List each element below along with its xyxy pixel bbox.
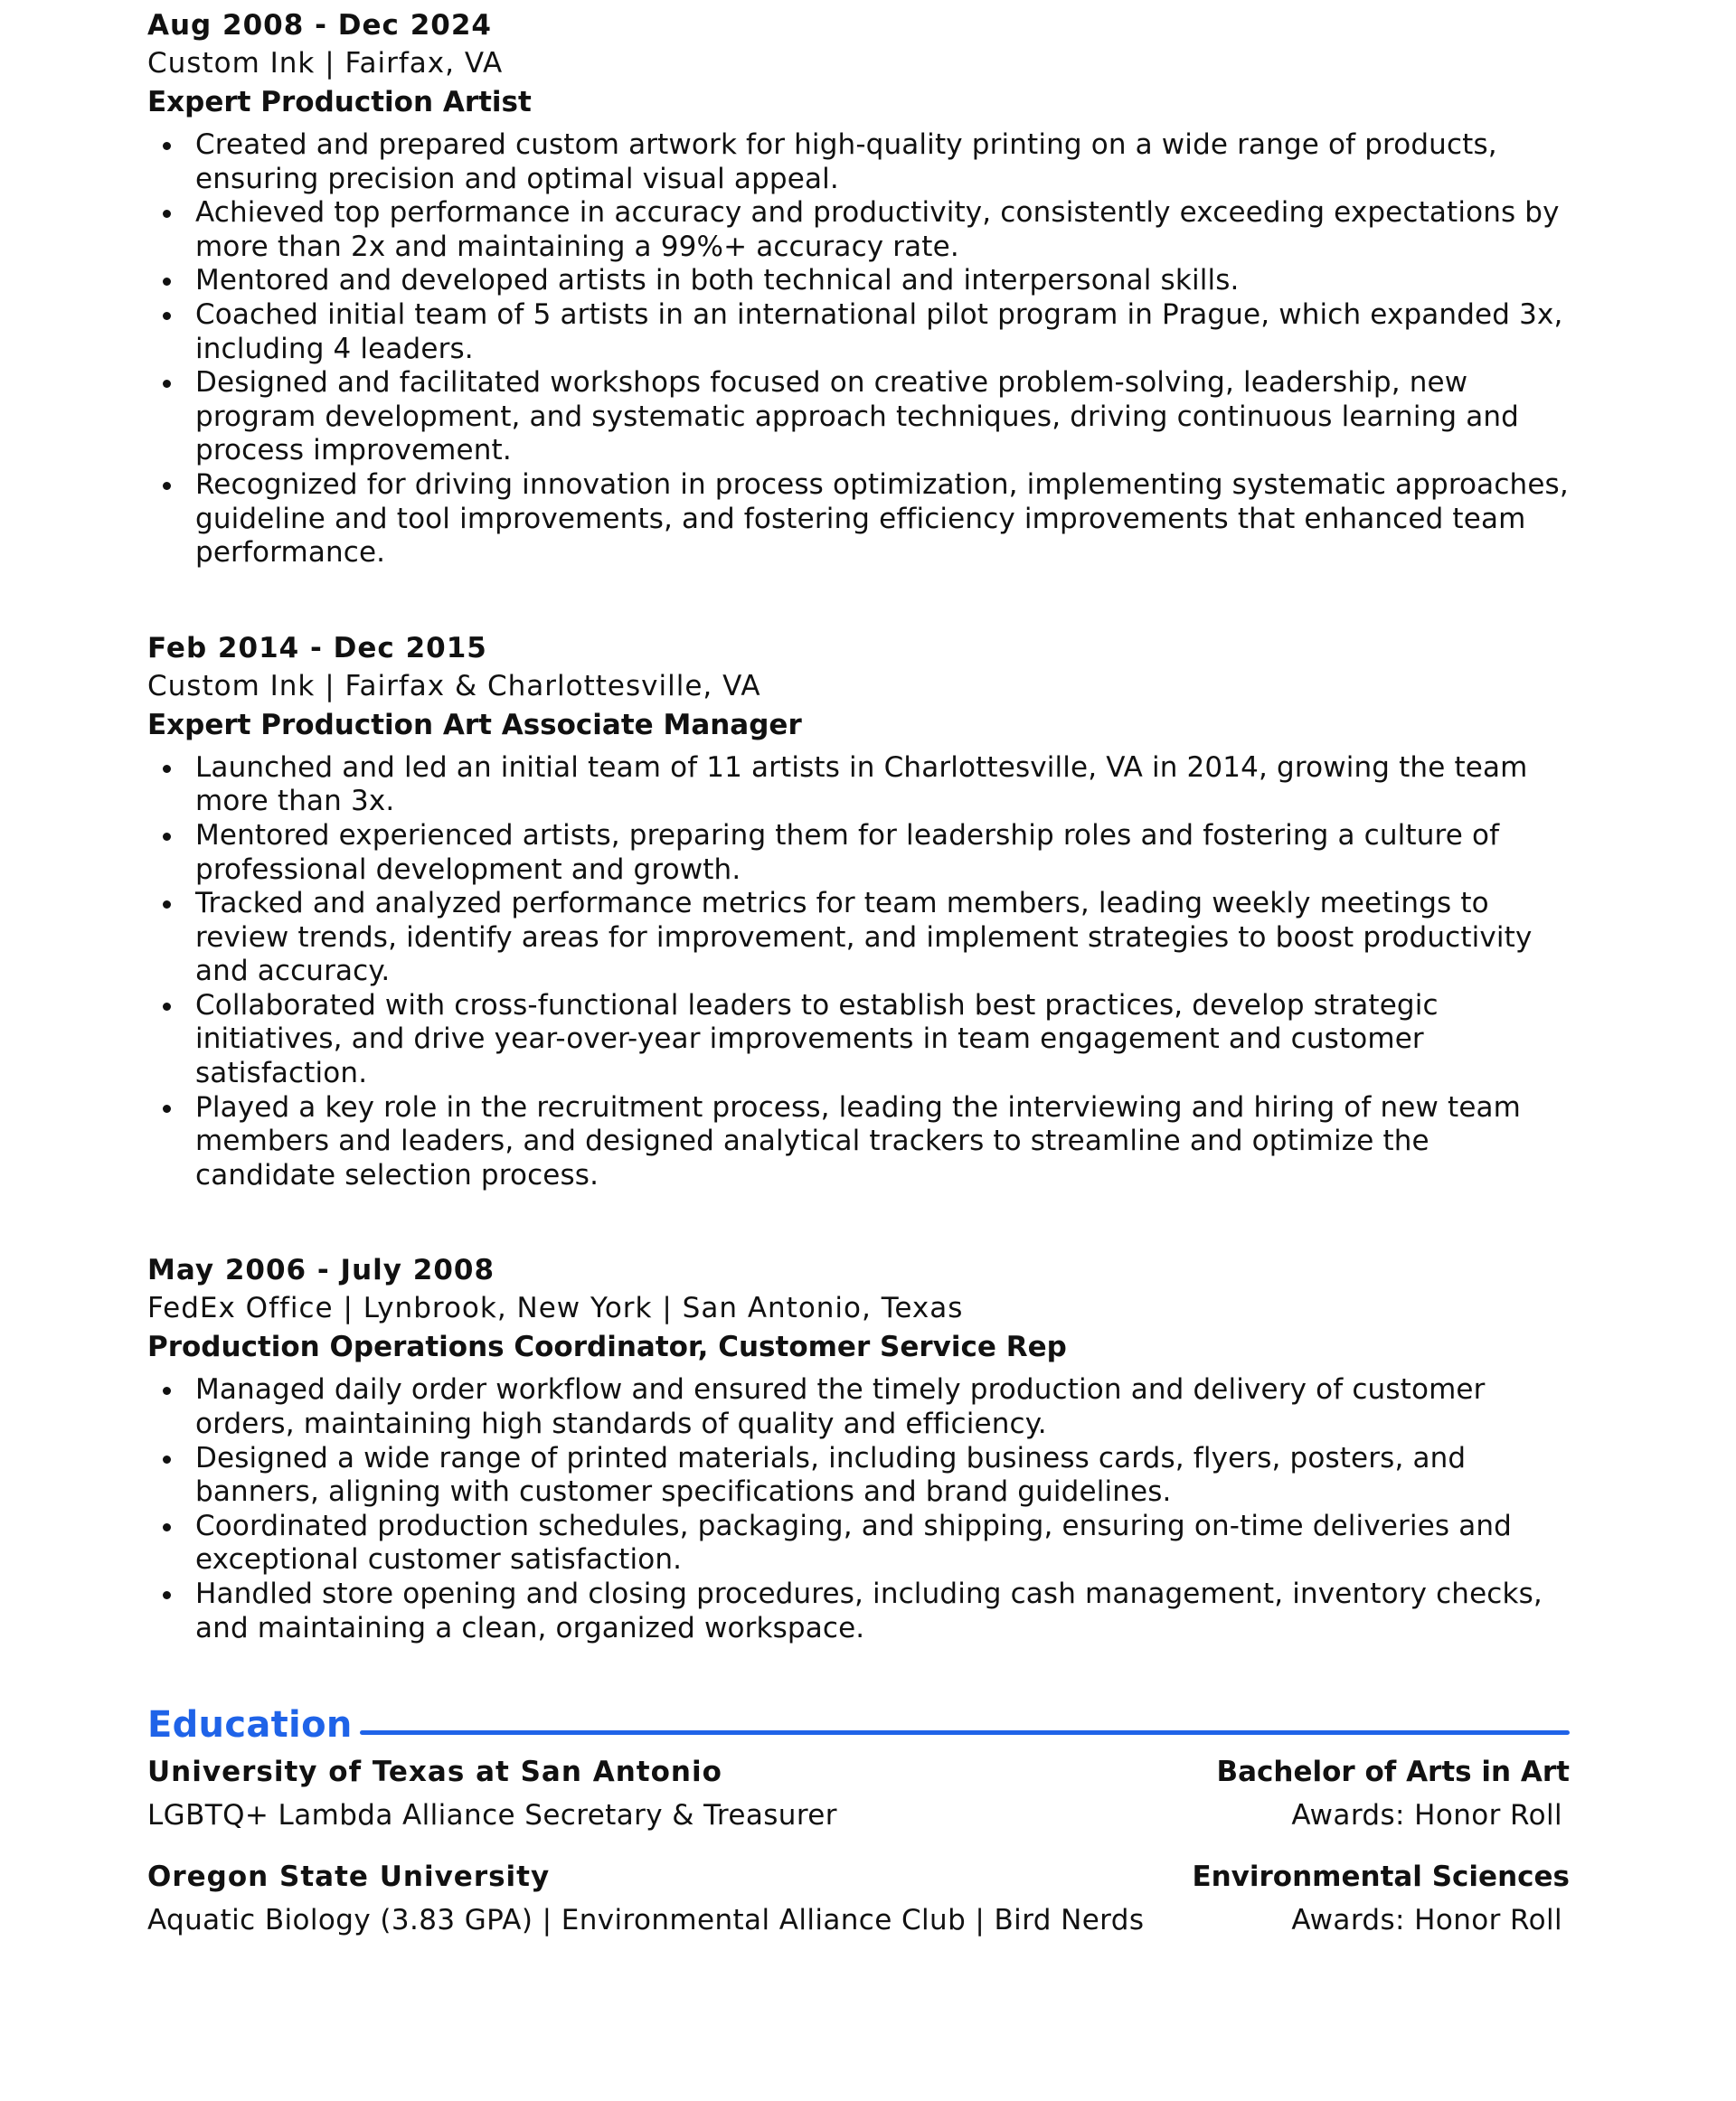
school-details: LGBTQ+ Lambda Alliance Secretary & Treasurer [147,1799,837,1832]
job-bullet-list [147,751,1570,1193]
degree-name: Bachelor of Arts in Art [1216,1756,1570,1789]
job-bullet [147,887,1570,989]
school-awards: Awards: Honor Roll [1291,1904,1562,1937]
job-bullet-text: Created and prepared custom artwork for high-quality printing on a wide range of products, ensuring precision and optimal visual appeal. [195,128,1497,195]
experience-entry [147,630,1570,1193]
bullet-dot-icon [163,1591,171,1599]
job-bullet-text: Achieved top performance in accuracy and productivity, consistently exceeding expectations by more than 2x and maintaining a 99%+ accuracy rate. [195,196,1560,263]
education-entry [147,1750,1570,1837]
job-bullet-text: Coached initial team of 5 artists in an international pilot program in Prague, which expanded 3x, including 4 leaders. [195,297,1563,365]
job-company: FedEx Office | Lynbrook, New York | San Antonio, Texas [147,1292,964,1325]
job-bullet [147,989,1570,1091]
bullet-dot-icon [163,142,171,150]
job-bullet-text: Tracked and analyzed performance metrics for team members, leading weekly meetings to review trends, identify areas for improvement, and implement strategies to boost productivity and accuracy. [195,887,1533,988]
bullet-dot-icon [163,312,171,320]
school-details: Aquatic Biology (3.83 GPA) | Environmental Alliance Club | Bird Nerds [147,1904,1145,1937]
job-dates: Feb 2014 - Dec 2015 [147,631,487,664]
bullet-dot-icon [163,1003,171,1011]
job-bullet [147,298,1570,366]
job-bullet-list [147,128,1570,570]
experience-entry [147,7,1570,570]
job-bullet [147,751,1570,819]
education-section [147,1700,1570,1942]
job-bullet-text: Managed daily order workflow and ensured the timely production and delivery of customer orders, maintaining high standards of quality and efficiency. [195,1373,1486,1441]
resume-page [147,0,1570,1942]
job-title: Production Operations Coordinator, Customer Service Rep [147,1331,1067,1364]
job-bullet-list [147,1373,1570,1645]
job-bullet [147,196,1570,264]
job-bullet-text: Mentored experienced artists, preparing them for leadership roles and fostering a culture of professional development and growth. [195,818,1500,886]
job-bullet [147,1578,1570,1645]
bullet-dot-icon [163,380,171,388]
bullet-dot-icon [163,900,171,909]
bullet-dot-icon [163,833,171,841]
job-title: Expert Production Artist [147,86,532,118]
job-bullet [147,128,1570,196]
experience-entry [147,1252,1570,1645]
job-bullet-text: Designed and facilitated workshops focused on creative problem-solving, leadership, new program development, and systematic approach techniques, driving continuous learning and process improvement. [195,366,1520,467]
bullet-dot-icon [163,482,171,490]
job-bullet-text: Played a key role in the recruitment process, leading the interviewing and hiring of new team members and leaders, and designed analytical trackers to streamline and optimize the candidate selection process. [195,1090,1522,1192]
bullet-dot-icon [163,210,171,218]
job-bullet-text: Recognized for driving innovation in process optimization, implementing systematic approaches, guideline and tool improvements, and fostering efficiency improvements that enhanced team performance. [195,467,1569,570]
education-entry [147,1855,1570,1942]
education-header [147,1700,1570,1750]
job-company: Custom Ink | Fairfax & Charlottesville, VA [147,669,761,702]
job-bullet [147,468,1570,570]
school-name: Oregon State University [147,1861,551,1894]
job-title: Expert Production Art Associate Manager [147,708,802,741]
job-bullet [147,1510,1570,1578]
job-dates: May 2006 - July 2008 [147,1254,495,1287]
job-dates: Aug 2008 - Dec 2024 [147,9,492,42]
job-bullet-text: Handled store opening and closing procedures, including cash management, inventory checks, and maintaining a clean, organized workspace. [195,1578,1543,1644]
job-bullet-text: Launched and led an initial team of 11 artists in Charlottesville, VA in 2014, growing the team more than 3x. [195,750,1528,818]
job-bullet [147,1091,1570,1193]
bullet-dot-icon [163,765,171,773]
job-company: Custom Ink | Fairfax, VA [147,47,504,80]
job-bullet-text: Designed a wide range of printed materials, including business cards, flyers, posters, and banners, aligning with customer specifications and brand guidelines. [195,1441,1467,1509]
bullet-dot-icon [163,1456,171,1464]
job-bullet [147,1373,1570,1441]
degree-name: Environmental Sciences [1192,1861,1570,1894]
bullet-dot-icon [163,1523,171,1531]
bullet-dot-icon [163,278,171,286]
job-bullet [147,819,1570,887]
job-bullet-text: Collaborated with cross-functional leaders to establish best practices, develop strategic initiatives, and drive year-over-year improvements in team engagement and customer satisfaction. [195,988,1439,1090]
section-divider [360,1730,1570,1735]
job-bullet [147,366,1570,468]
school-awards: Awards: Honor Roll [1291,1799,1562,1832]
job-bullet-text: Coordinated production schedules, packaging, and shipping, ensuring on-time deliveries and exceptional customer satisfaction. [195,1509,1512,1577]
bullet-dot-icon [163,1105,171,1113]
education-title: Education [147,1704,353,1747]
job-bullet-text: Mentored and developed artists in both technical and interpersonal skills. [195,264,1240,297]
job-bullet [147,1442,1570,1510]
school-name: University of Texas at San Antonio [147,1756,722,1789]
bullet-dot-icon [163,1387,171,1395]
job-bullet [147,264,1570,298]
